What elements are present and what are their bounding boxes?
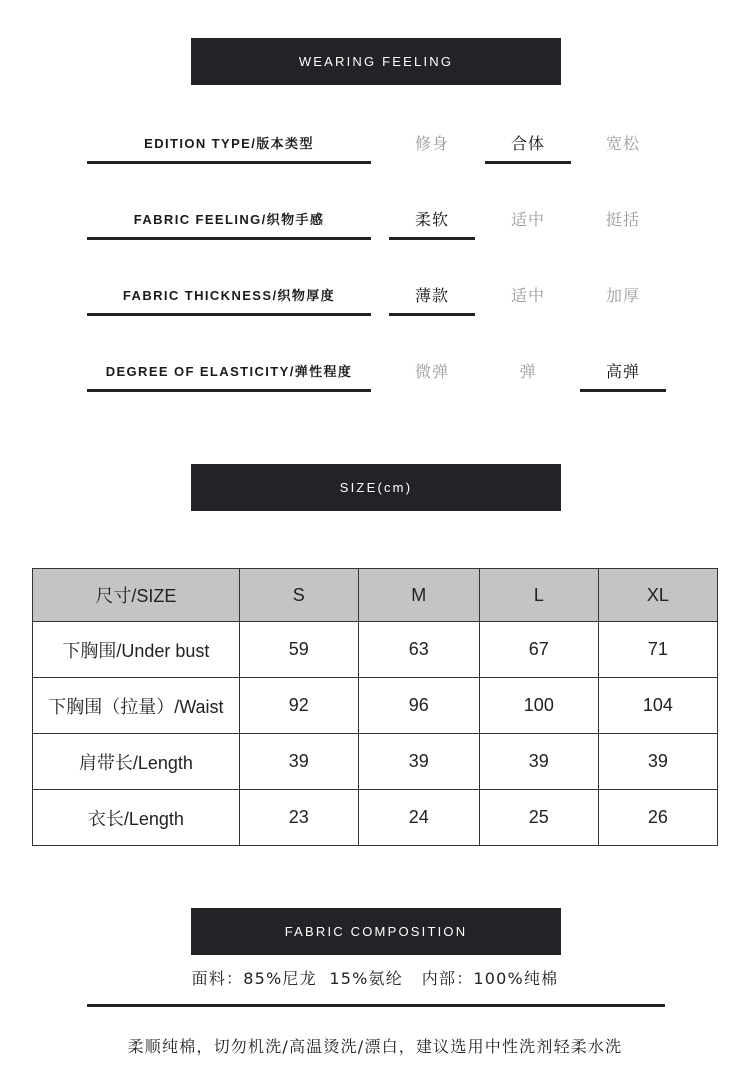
table-cell: 23 (239, 790, 358, 846)
table-cell: 39 (239, 734, 358, 790)
attribute-option-selected: 高弹 (580, 351, 666, 392)
row-label: 衣长/Length (33, 790, 240, 846)
attribute-row-edition-type (0, 123, 750, 163)
attribute-option-selected: 柔软 (389, 199, 475, 240)
header-cell: 尺寸/SIZE (33, 569, 240, 622)
attribute-label: DEGREE OF ELASTICITY/弹性程度 (87, 351, 371, 392)
table-cell: 39 (479, 734, 598, 790)
attribute-option: 适中 (510, 209, 545, 229)
attribute-option: 弹 (519, 361, 537, 381)
header-cell: S (239, 569, 358, 622)
size-title: SIZE(cm) (339, 480, 413, 495)
attribute-option-selected: 合体 (485, 123, 571, 164)
row-label: 肩带长/Length (33, 734, 240, 790)
table-cell: 92 (239, 678, 358, 734)
fabric-composition-title: FABRIC COMPOSITION (284, 924, 468, 939)
table-cell: 39 (358, 734, 479, 790)
table-row (33, 678, 718, 734)
size-banner (191, 464, 561, 511)
table-cell: 59 (239, 622, 358, 678)
row-label: 下胸围（拉量）/Waist (33, 678, 240, 734)
table-cell: 25 (479, 790, 598, 846)
header-cell: L (479, 569, 598, 622)
table-cell: 67 (479, 622, 598, 678)
attribute-option: 加厚 (605, 285, 640, 305)
attribute-label: FABRIC FEELING/织物手感 (87, 199, 371, 240)
table-cell: 24 (358, 790, 479, 846)
care-note: 柔顺纯棉，切勿机洗/高温烫洗/漂白，建议选用中性洗剂轻柔水洗 (127, 1037, 623, 1056)
attribute-option-selected: 薄款 (389, 275, 475, 316)
table-row (33, 790, 718, 846)
size-table-header (33, 569, 718, 622)
table-cell: 100 (479, 678, 598, 734)
attribute-option: 适中 (510, 285, 545, 305)
divider (87, 1004, 665, 1007)
table-cell: 39 (598, 734, 717, 790)
attribute-label: FABRIC THICKNESS/织物厚度 (87, 275, 371, 316)
header-cell: XL (598, 569, 717, 622)
row-label: 下胸围/Under bust (33, 622, 240, 678)
attribute-row-elasticity (0, 351, 750, 391)
attribute-option: 修身 (414, 133, 449, 153)
attribute-option: 宽松 (605, 133, 640, 153)
table-row (33, 622, 718, 678)
attribute-option: 挺括 (605, 209, 640, 229)
table-row (33, 734, 718, 790)
header-cell: M (358, 569, 479, 622)
composition-text: 面料：85%尼龙 15%氨纶 内部：100%纯棉 (191, 969, 559, 988)
table-cell: 26 (598, 790, 717, 846)
table-cell: 71 (598, 622, 717, 678)
table-cell: 63 (358, 622, 479, 678)
size-table (32, 568, 718, 846)
attribute-row-fabric-thickness (0, 275, 750, 315)
attribute-row-fabric-feeling (0, 199, 750, 239)
wearing-feeling-banner (191, 38, 561, 85)
attribute-option: 微弹 (414, 361, 449, 381)
wearing-feeling-title: WEARING FEELING (298, 54, 454, 69)
table-cell: 104 (598, 678, 717, 734)
attribute-label: EDITION TYPE/版本类型 (87, 123, 371, 164)
table-cell: 96 (358, 678, 479, 734)
fabric-composition-banner (191, 908, 561, 955)
